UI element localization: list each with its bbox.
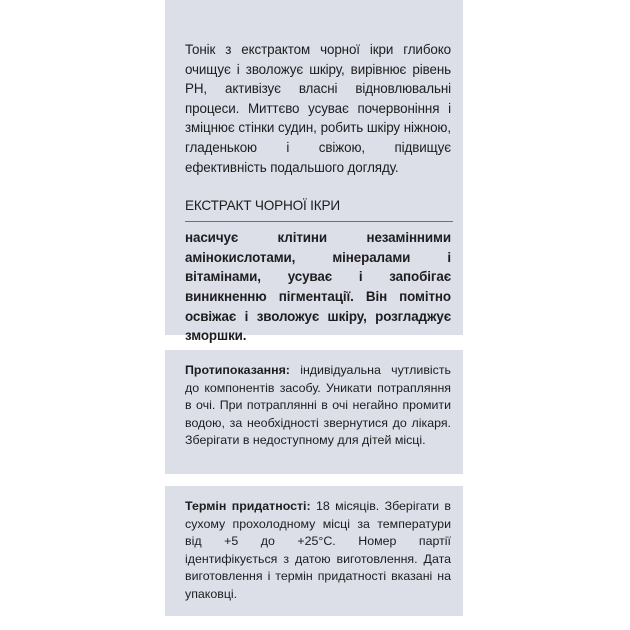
ingredient-paragraph: насичує клітини незамінними амінокислотами, мінералами і вітамінами, усуває і запобігає виникненню пігментації. Він помітно освіжає і зволожує шкіру, розгладжує зморшки. — [185, 230, 451, 344]
description-panel — [165, 0, 463, 344]
shelf-life-paragraph — [185, 498, 451, 604]
shelf-life-text: 18 місяців. Зберігати в сухому прохолодному місці за температури від +5 до +25°С. Номер партії ідентифікується з датою виготовлення. Дата виготовлення і термін придатності вказані на упаковці. — [185, 499, 452, 601]
contraindications-paragraph — [185, 362, 451, 450]
shelf-life-panel — [165, 486, 463, 616]
intro-paragraph: Тонік з екстрактом чорної ікри глибоко очищує і зволожує шкіру, вирівнює рівень РН, активізує власні відновлювальні процеси. Миттєво усуває почервоніння і зміцнює стінки судин, робить шкіру ніжною, гладенькою і свіжою, підвищує ефективність подальшого догляду. — [185, 42, 451, 175]
shelf-life-label: Термін придатності: — [185, 499, 311, 513]
heading-divider — [185, 221, 453, 222]
ingredient-heading: ЕКСТРАКТ ЧОРНОЇ ІКРИ — [185, 198, 340, 214]
contraindications-label: Протипоказання: — [185, 363, 290, 377]
contraindications-panel — [165, 350, 463, 474]
contraindications-text: індивідуальна чутливість до компонентів засобу. Уникати потрапляння в очі. При потраплянні в очі негайно промити водою, за необхідності звернутися до лікаря. Зберігати в недоступному для дітей місці. — [185, 363, 451, 448]
